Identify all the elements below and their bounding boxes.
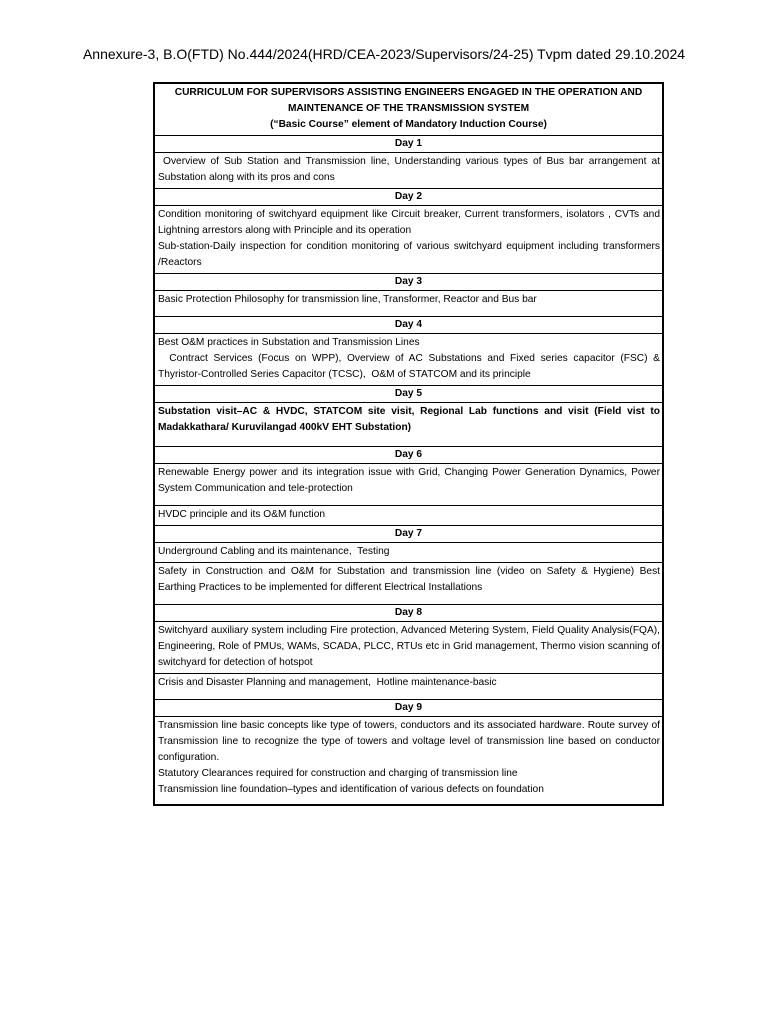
topic-text: Transmission line basic concepts like type of towers, conductors and its associated hardware. Route survey of Transmission line to recognize the type of towers and voltage level of transmission line based on conductor configuration. (158, 720, 660, 763)
topic-text: Crisis and Disaster Planning and management, Hotline maintenance-basic (158, 677, 497, 688)
topic-text: Basic Protection Philosophy for transmission line, Transformer, Reactor and Bus bar (158, 294, 537, 305)
day-7-topics-b (155, 563, 662, 605)
topic-text: Safety in Construction and O&M for Substation and transmission line (video on Safety & Hygiene) Best Earthing Practices to be implemented for different Electrical Installations (158, 566, 660, 593)
day-2-header: Day 2 (155, 189, 662, 206)
topic-text: Condition monitoring of switchyard equipment like Circuit breaker, Current transformers, isolators , CVTs and Lightning arrestors along with Principle and its operation (158, 209, 660, 236)
day-3-topics (155, 291, 662, 317)
day-7-header: Day 7 (155, 526, 662, 543)
topic-text: Renewable Energy power and its integration issue with Grid, Changing Power Generation Dynamics, Power System Communication and tele-protection (158, 467, 660, 494)
topic-text: Substation visit–AC & HVDC, STATCOM site visit, Regional Lab functions and visit (Field vist to Madakkathara/ Kuruvilangad 400kV EHT Substation) (158, 406, 660, 433)
topic-text: Transmission line foundation–types and identification of various defects on foundation (158, 784, 544, 795)
topic-text: Sub-station-Daily inspection for condition monitoring of various switchyard equipment including transformers /Reactors (158, 241, 660, 268)
day-6-topics-b (155, 506, 662, 526)
day-8-topics-b (155, 674, 662, 700)
day-1-topics (155, 153, 662, 189)
topic-text: Underground Cabling and its maintenance, Testing (158, 546, 390, 557)
topic-text: Statutory Clearances required for construction and charging of transmission line (158, 768, 518, 779)
title-line-3: (“Basic Course” element of Mandatory Induction Course) (270, 119, 547, 130)
topic-text: Contract Services (Focus on WPP), Overview of AC Substations and Fixed series capacitor (FSC) & Thyristor-Controlled Series Capacitor (TCSC), O&M of STATCOM and its principle (158, 353, 663, 380)
topic-text: HVDC principle and its O&M function (158, 509, 326, 520)
day-9-header: Day 9 (155, 700, 662, 717)
day-2-topics (155, 206, 662, 274)
topic-text: Overview of Sub Station and Transmission line, Understanding various types of Bus bar arrangement at Substation along with its pros and cons (158, 156, 663, 183)
day-4-header: Day 4 (155, 317, 662, 334)
day-5-header: Day 5 (155, 386, 662, 403)
day-6-header: Day 6 (155, 447, 662, 464)
day-7-topics-a (155, 543, 662, 563)
topic-text: Switchyard auxiliary system including Fire protection, Advanced Metering System, Field Quality Analysis(FQA), Engineering, Role of PMUs, WAMs, SCADA, PLCC, RTUs etc in Grid management, Thermo vision scanning of switchyard for detection of hotspot (158, 625, 660, 668)
day-8-topics-a (155, 622, 662, 674)
table-title (155, 84, 662, 136)
day-3-header: Day 3 (155, 274, 662, 291)
day-9-topics (155, 717, 662, 804)
annexure-reference: Annexure-3, B.O(FTD) No.444/2024(HRD/CEA-2023/Supervisors/24-25) Tvpm dated 29.10.2024 (82, 46, 686, 62)
day-8-header: Day 8 (155, 605, 662, 622)
day-4-topics (155, 334, 662, 386)
day-1-header: Day 1 (155, 136, 662, 153)
topic-text: Best O&M practices in Substation and Transmission Lines (158, 337, 420, 348)
title-line-1: CURRICULUM FOR SUPERVISORS ASSISTING ENGINEERS ENGAGED IN THE OPERATION AND (174, 87, 643, 98)
day-5-topics (155, 403, 662, 447)
curriculum-table (153, 82, 664, 806)
title-line-2: MAINTENANCE OF THE TRANSMISSION SYSTEM (287, 103, 530, 114)
day-6-topics-a (155, 464, 662, 506)
